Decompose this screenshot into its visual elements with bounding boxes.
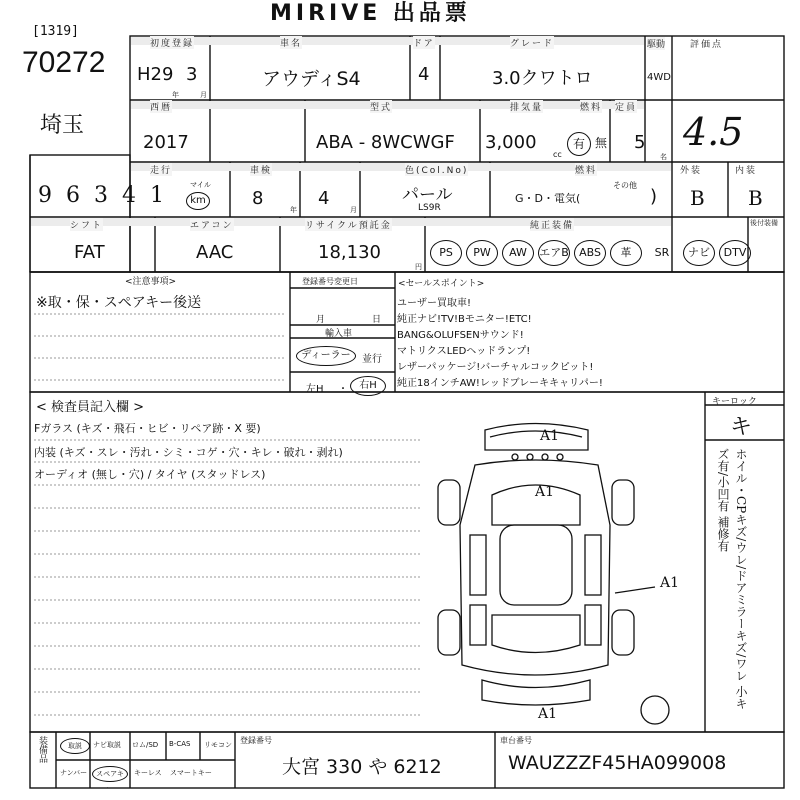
gatsu-label: 月: [200, 91, 207, 99]
damage-mark: A1: [538, 706, 558, 722]
inspector-header: < 検査員記入欄 >: [36, 400, 145, 415]
inspection-year: 8: [252, 188, 264, 209]
displacement: 3,000: [485, 132, 537, 153]
header-shift: シフト: [70, 218, 103, 231]
notes-header: <注意事項>: [125, 277, 177, 287]
era-year: H29: [137, 64, 174, 85]
damage-mark: A1: [535, 484, 555, 500]
inspection-line: 内装 (キズ・スレ・汚れ・シミ・コゲ・穴・キレ・破れ・剥れ): [34, 446, 343, 459]
header-aircon: エアコン: [190, 218, 234, 231]
lot-bracket: [1319]: [32, 24, 79, 39]
mileage-unit-small: マイル: [190, 181, 211, 189]
sales-point: ユーザー買取車!: [397, 298, 472, 309]
doors: 4: [418, 64, 430, 85]
recycle-fee: 18,130: [318, 242, 381, 263]
sales-point: BANG&OLUFSENサウンド!: [397, 330, 524, 341]
drive-type: 4WD: [647, 72, 671, 83]
reg-date-day: 日: [372, 315, 382, 325]
header-rating: 評価点: [690, 40, 724, 50]
accessories-label: 装備品: [37, 736, 47, 763]
color-code: LS9R: [418, 203, 441, 213]
capacity-unit: 名: [660, 153, 667, 161]
equip-navi: ナビ: [683, 240, 715, 266]
equip-abs: ABS: [574, 240, 606, 266]
plate-number: 大宮 330 や 6212: [282, 756, 442, 778]
side-note: ホイル・CPキズ/ウレ/ドアミラーキズ/ワレ 小キズ有/小凹有 補修有: [716, 448, 748, 710]
chassis-number: WAUZZZF45HA099008: [508, 752, 727, 774]
equip-sr: SR: [654, 246, 670, 259]
header-fuel: 燃料: [580, 100, 602, 113]
header-displacement: 排気量: [510, 100, 543, 113]
header-first-reg: 初度登録: [150, 36, 194, 49]
fuel-other: その他: [613, 181, 637, 190]
header-equipment-extra: 後付装備: [750, 219, 778, 227]
keylock-mark: キ: [730, 415, 753, 440]
lot-number: 70272: [22, 46, 106, 79]
left-hand: 左H: [306, 384, 324, 395]
right-hand-mark: 右H: [350, 376, 386, 396]
accessory-navi-manual: ナビ取説: [93, 741, 121, 749]
equip-airbag: エアB: [538, 240, 570, 266]
chassis-header: 車台番号: [500, 736, 532, 745]
sales-header: <セールスポイント>: [398, 279, 485, 289]
cc-label: cc: [553, 150, 562, 159]
header-recycle: リサイクル預託金: [305, 218, 392, 231]
car-diagram: [430, 405, 700, 725]
region: 埼玉: [40, 113, 85, 138]
fuel-close: ): [650, 186, 658, 207]
accessory-rom: ロム/SD: [132, 741, 159, 749]
header-mileage: 走行: [150, 163, 172, 176]
hand-dot: ・: [338, 384, 348, 395]
fuel-type: G・D・電気(: [515, 192, 581, 205]
header-equipment: 純正装備: [530, 218, 574, 231]
color: パール: [402, 185, 453, 205]
car-name: アウディS4: [262, 68, 361, 90]
header-year: 西暦: [150, 100, 172, 113]
dealer-mark: ディーラー: [296, 346, 356, 366]
header-exterior: 外装: [680, 166, 703, 176]
aircon: AAC: [196, 242, 234, 263]
exterior-grade: B: [690, 186, 705, 210]
grade: 3.0クワトロ: [492, 68, 593, 89]
mileage: 96341: [38, 183, 178, 208]
header-name: 車名: [280, 36, 302, 49]
sales-point: マトリクスLEDヘッドランプ!: [397, 346, 531, 357]
capacity: 5: [634, 132, 646, 153]
header-door: ドア: [413, 36, 435, 49]
yen-label: 円: [415, 263, 422, 271]
sheet-title: MIRIVE 出品票: [270, 1, 471, 26]
sales-point: 純正18インチAW!レッドブレーキキャリパー!: [397, 378, 603, 389]
accessory-keyless: キーレス: [134, 769, 162, 777]
header-interior: 内装: [735, 166, 758, 176]
equip-leather: 革: [610, 240, 642, 266]
equip-aw: AW: [502, 240, 534, 266]
model-code: ABA - 8WCWGF: [316, 132, 455, 153]
accessory-remote: リモコン: [204, 741, 232, 749]
nen-label: 年: [172, 91, 179, 99]
import-header: 輸入車: [325, 329, 353, 339]
header-fuel-2: 燃料: [575, 163, 597, 176]
inspection-line: Fガラス (キズ・飛石・ヒビ・リペア跡・X 要): [34, 422, 261, 435]
equip-ps: PS: [430, 240, 462, 266]
accessory-manual: 取説: [60, 738, 90, 754]
header-drive: 駆動: [647, 37, 665, 50]
accessory-bcas: B-CAS: [169, 740, 191, 748]
turbo-mark: 有: [567, 132, 591, 156]
header-inspection: 車検: [250, 163, 272, 176]
equip-dtv: DTV: [719, 240, 751, 266]
accessory-plate: ナンバー: [60, 769, 88, 777]
rating: 4.5: [683, 110, 744, 154]
model-year: 2017: [143, 132, 189, 153]
sales-point: レザーパッケージ!バーチャルコックピット!: [397, 362, 594, 373]
shift: FAT: [74, 242, 105, 263]
accessory-smart-key: スマートキー: [170, 769, 212, 777]
reg-date-header: 登録番号変更日: [302, 277, 358, 286]
damage-mark: A1: [540, 428, 560, 444]
inspection-nen: 年: [290, 206, 297, 214]
inspection-line: オーディオ (無し・穴) / タイヤ (スタッドレス): [34, 468, 266, 481]
mileage-unit: km: [186, 192, 210, 210]
parallel-label: 並行: [362, 354, 382, 365]
reg-month: 3: [186, 64, 198, 85]
header-grade: グレード: [510, 36, 554, 49]
reg-date-month: 月: [316, 315, 326, 325]
turbo-none: 無: [595, 136, 608, 150]
accessory-spare-key: スペアキー: [92, 766, 128, 782]
inspection-gatsu: 月: [350, 206, 357, 214]
plate-header: 登録番号: [240, 736, 272, 745]
inspection-month: 4: [318, 188, 330, 209]
header-color: 色(Col.No): [405, 163, 468, 176]
header-model: 型式: [370, 100, 392, 113]
notes-text: ※取・保・スペアキー後送: [36, 295, 202, 311]
equip-pw: PW: [466, 240, 498, 266]
interior-grade: B: [748, 186, 763, 210]
damage-mark: A1: [660, 575, 680, 591]
keylock-header: キーロック: [712, 397, 757, 407]
header-capacity: 定員: [615, 100, 637, 113]
sales-point: 純正ナビ!TV!Bモニター!ETC!: [397, 314, 532, 325]
